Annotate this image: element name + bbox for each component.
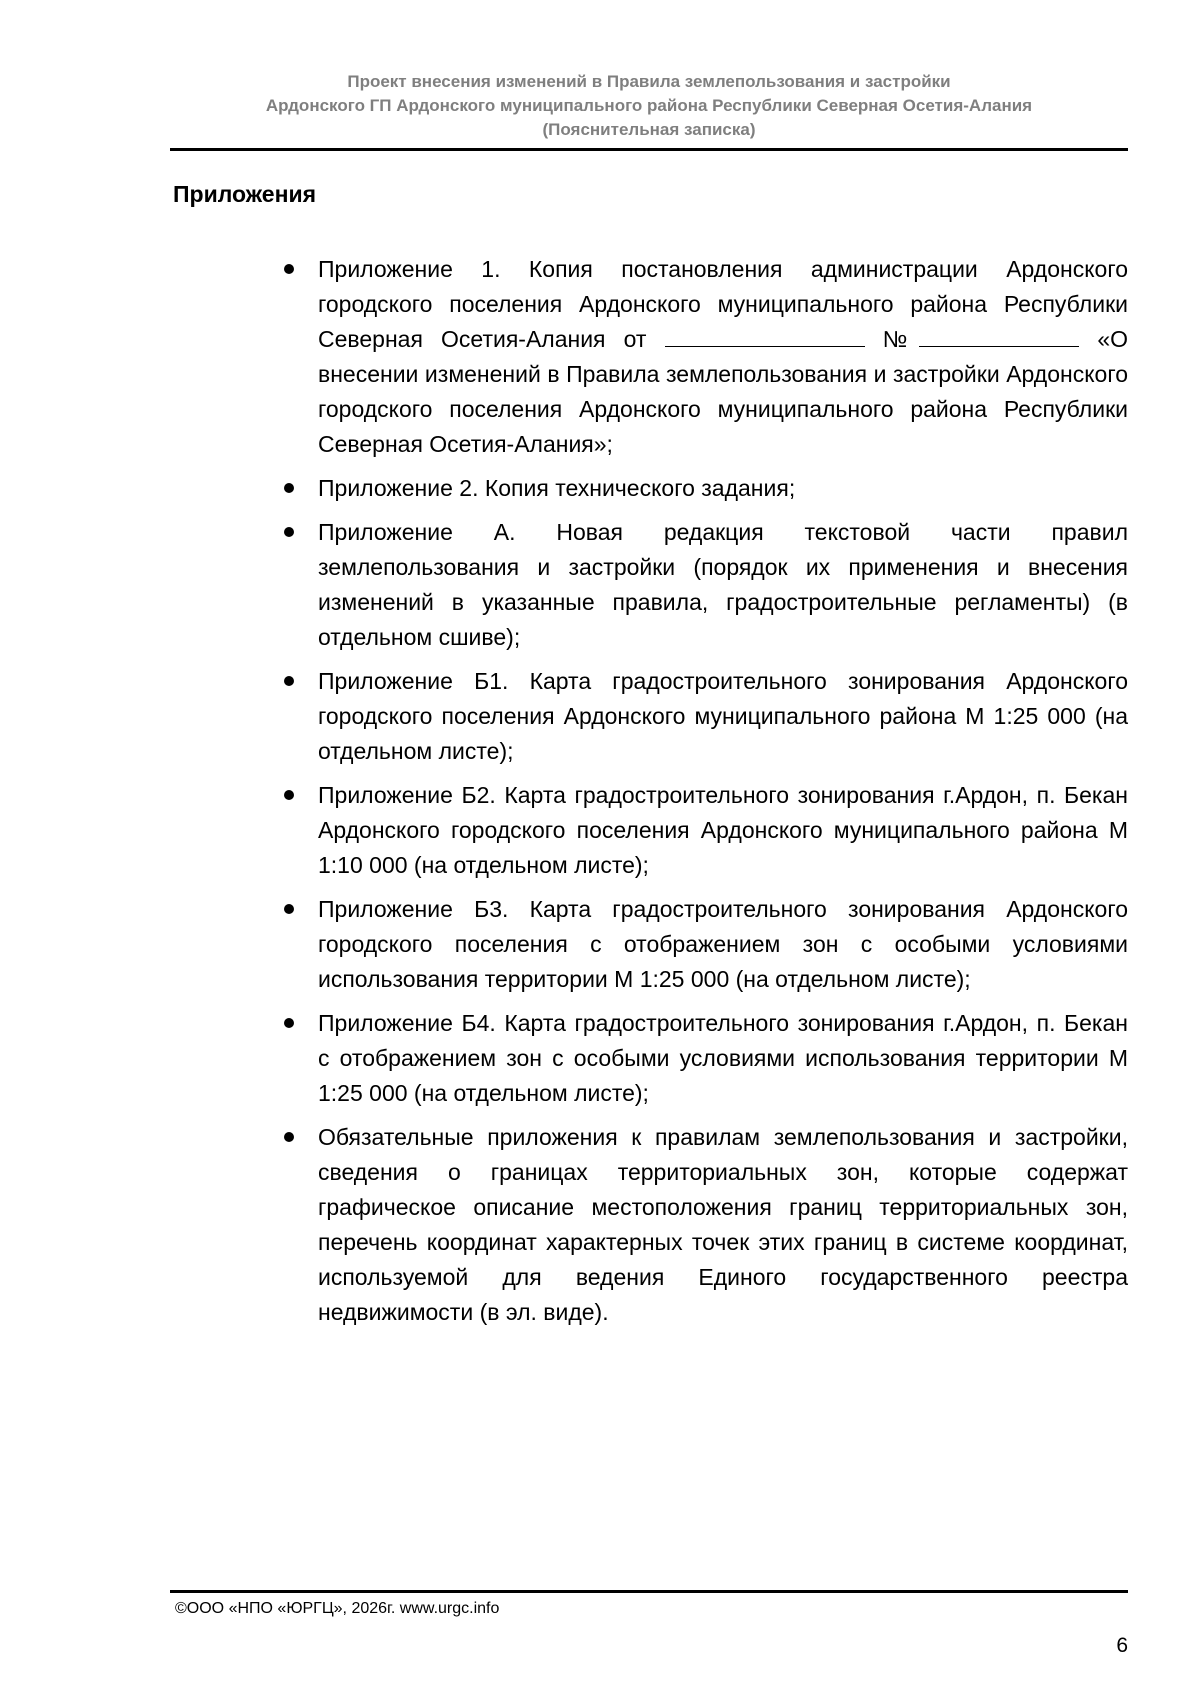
bullet-icon	[284, 1132, 294, 1142]
list-item-text: Приложение Б1. Карта градостроительного зонирования Ардонского городского поселения Ардонского муниципального района М 1:25 000 (на отдельном листе);	[318, 668, 1128, 764]
section-title: Приложения	[173, 181, 317, 207]
page-number: 6	[1116, 1634, 1128, 1657]
bullet-icon	[284, 527, 294, 537]
bullet-icon	[284, 264, 294, 274]
bullet-icon	[284, 904, 294, 914]
header-line-1: Проект внесения изменений в Правила землепользования и застройки	[347, 72, 951, 91]
list-item-text: Приложение А. Новая редакция текстовой части правил землепользования и застройки (порядок их применения и внесения изменений в указанные правила, градостроительные регламенты) (в отдельном сшиве);	[318, 519, 1128, 650]
appendix-list	[280, 252, 1128, 1339]
list-item	[280, 252, 1128, 462]
list-item	[280, 664, 1128, 769]
footer-copyright: ©ООО «НПО «ЮРГЦ», 2026г. www.urgc.info	[175, 1600, 500, 1617]
list-item	[280, 1006, 1128, 1111]
list-item-text: Приложение Б4. Карта градостроительного зонирования г.Ардон, п. Бекан с отображением зон с особыми условиями использования территории М 1:25 000 (на отдельном листе);	[318, 1010, 1128, 1106]
list-item	[280, 1120, 1128, 1330]
list-item-text: Приложение 2. Копия технического задания;	[318, 475, 796, 501]
list-item	[280, 515, 1128, 655]
list-item-text: Обязательные приложения к правилам землепользования и застройки, сведения о границах территориальных зон, которые содержат графическое описание местоположения границ территориальных зон, перечень координат характерных точек этих границ в системе координат, используемой для ведения Единого государственного реестра недвижимости (в эл. виде).	[318, 1124, 1128, 1325]
list-item	[280, 892, 1128, 997]
header-line-2: Ардонского ГП Ардонского муниципального района Республики Северная Осетия-Алания	[265, 96, 1033, 115]
list-item	[280, 778, 1128, 883]
list-item-text-part2: №	[882, 326, 920, 352]
list-item	[280, 471, 1128, 506]
list-item-text-part1: Приложение 1. Копия постановления администрации Ардонского городского поселения Ардонского муниципального района Республики Северная Осетия-Алания от	[318, 256, 1128, 352]
header-line-3: (Пояснительная записка)	[542, 120, 756, 139]
list-item-text: Приложение Б3. Карта градостроительного зонирования Ардонского городского поселения с отображением зон с особыми условиями использования территории М 1:25 000 (на отдельном листе);	[318, 896, 1128, 992]
bullet-icon	[284, 790, 294, 800]
header-divider	[170, 148, 1128, 151]
list-item-text: Приложение Б2. Карта градостроительного зонирования г.Ардон, п. Бекан Ардонского городского поселения Ардонского муниципального района М 1:10 000 (на отдельном листе);	[318, 782, 1128, 878]
list-item-text-part3: «О внесении изменений в Правила землепользования и застройки Ардонского городского поселения Ардонского муниципального района Республики Северная Осетия-Алания»;	[318, 326, 1128, 457]
bullet-icon	[284, 676, 294, 686]
page-header	[170, 70, 1128, 142]
footer-divider	[170, 1590, 1128, 1593]
bullet-icon	[284, 483, 294, 493]
date-blank-line	[665, 324, 865, 347]
bullet-icon	[284, 1018, 294, 1028]
number-blank-line	[919, 324, 1079, 347]
